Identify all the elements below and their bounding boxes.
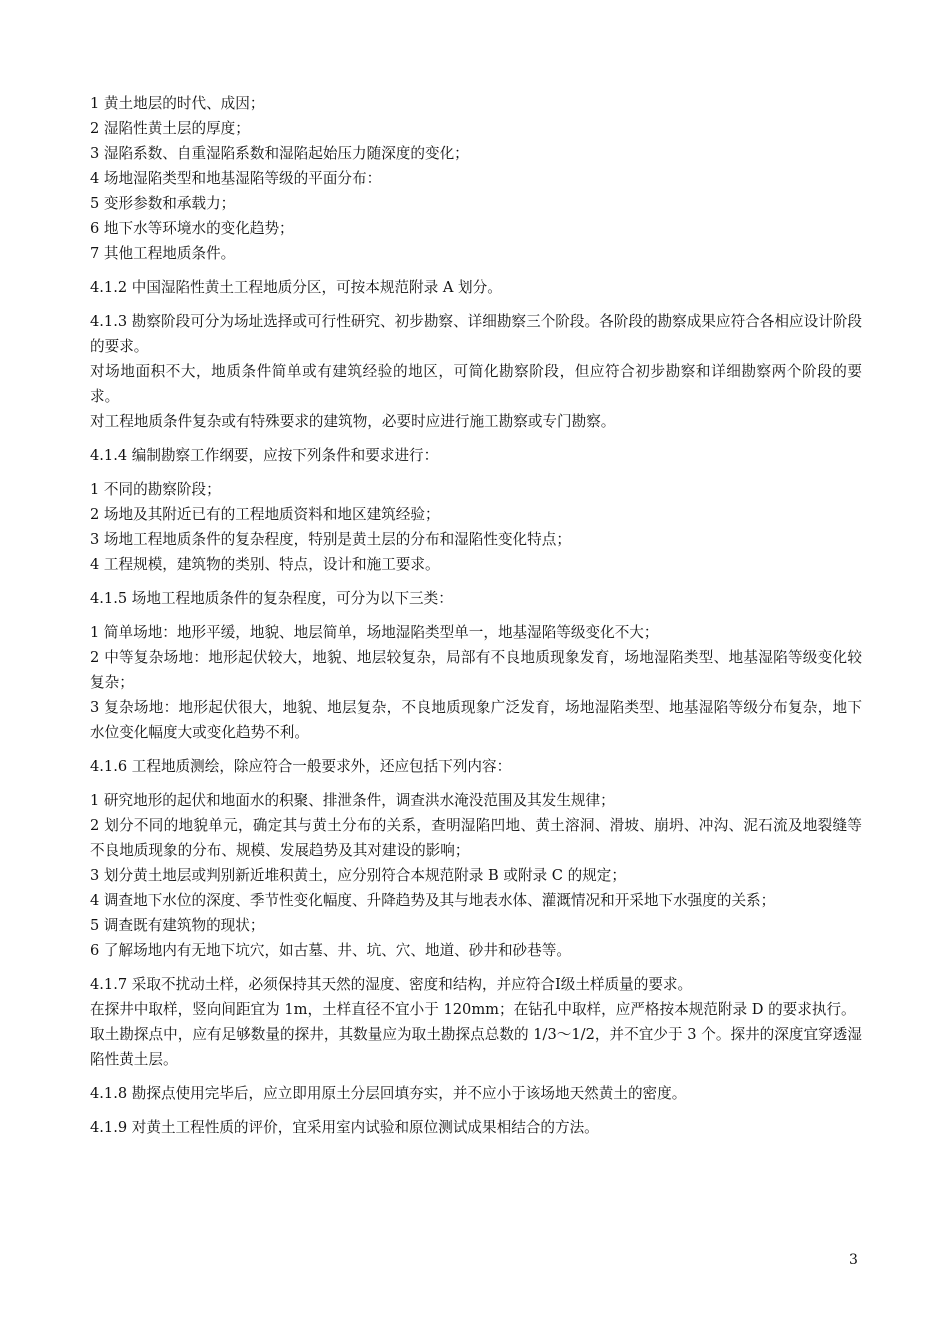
clause-4-1-7 bbox=[90, 972, 862, 1072]
clause-4-1-8: 4.1.8 勘探点使用完毕后，应立即用原土分层回填夯实，并不应小于该场地天然黄土的密度。 bbox=[90, 1085, 687, 1102]
clause-paragraph: 对场地面积不大，地质条件简单或有建筑经验的地区，可简化勘察阶段，但应符合初步勘察和详细勘察两个阶段的要求。 bbox=[90, 363, 862, 405]
clause-4-1-5-list bbox=[90, 620, 862, 745]
clause-heading: 4.1.3 勘察阶段可分为场址选择或可行性研究、初步勘察、详细勘察三个阶段。各阶段的勘察成果应符合各相应设计阶段的要求。 bbox=[90, 313, 862, 355]
list-item: 2 湿陷性黄土层的厚度； bbox=[90, 120, 250, 137]
list-item: 1 研究地形的起伏和地面水的积聚、排泄条件，调查洪水淹没范围及其发生规律； bbox=[90, 792, 615, 809]
list-block-1 bbox=[90, 91, 862, 266]
clause-4-1-2: 4.1.2 中国湿陷性黄土工程地质分区，可按本规范附录 A 划分。 bbox=[90, 279, 502, 296]
list-item: 3 复杂场地：地形起伏很大，地貌、地层复杂，不良地质现象广泛发育，场地湿陷类型、地基湿陷等级分布复杂，地下水位变化幅度大或变化趋势不利。 bbox=[90, 699, 862, 741]
clause-4-1-5-heading: 4.1.5 场地工程地质条件的复杂程度，可分为以下三类： bbox=[90, 590, 453, 607]
clause-4-1-6-list bbox=[90, 788, 862, 963]
page-body bbox=[90, 91, 862, 1140]
list-item: 2 划分不同的地貌单元，确定其与黄土分布的关系，查明湿陷凹地、黄土溶洞、滑坡、崩坍、冲沟、泥石流及地裂缝等不良地质现象的分布、规模、发展趋势及其对建设的影响； bbox=[90, 817, 862, 859]
list-item: 5 变形参数和承载力； bbox=[90, 195, 236, 212]
clause-4-1-6-heading: 4.1.6 工程地质测绘，除应符合一般要求外，还应包括下列内容： bbox=[90, 758, 512, 775]
list-item: 6 了解场地内有无地下坑穴，如古墓、井、坑、穴、地道、砂井和砂巷等。 bbox=[90, 942, 571, 959]
list-item: 4 调查地下水位的深度、季节性变化幅度、升降趋势及其与地表水体、灌溉情况和开采地下水强度的关系； bbox=[90, 892, 776, 909]
list-item: 2 场地及其附近已有的工程地质资料和地区建筑经验； bbox=[90, 506, 440, 523]
list-item: 3 划分黄土地层或判别新近堆积黄土，应分别符合本规范附录 B 或附录 C 的规定； bbox=[90, 867, 626, 884]
clause-4-1-4-list bbox=[90, 477, 862, 577]
clause-4-1-9: 4.1.9 对黄土工程性质的评价，宜采用室内试验和原位测试成果相结合的方法。 bbox=[90, 1119, 599, 1136]
clause-paragraph: 取土勘探点中，应有足够数量的探井，其数量应为取土勘探点总数的 1/3～1/2，并不宜少于 3 个。探井的深度宜穿透湿陷性黄土层。 bbox=[90, 1026, 862, 1068]
list-item: 4 场地湿陷类型和地基湿陷等级的平面分布： bbox=[90, 170, 382, 187]
list-item: 4 工程规模，建筑物的类别、特点，设计和施工要求。 bbox=[90, 556, 440, 573]
list-item: 1 不同的勘察阶段； bbox=[90, 481, 221, 498]
list-item: 5 调查既有建筑物的现状； bbox=[90, 917, 265, 934]
list-item: 3 场地工程地质条件的复杂程度，特别是黄土层的分布和湿陷性变化特点； bbox=[90, 531, 571, 548]
list-item: 3 湿陷系数、自重湿陷系数和湿陷起始压力随深度的变化； bbox=[90, 145, 469, 162]
list-item: 1 黄土地层的时代、成因； bbox=[90, 95, 265, 112]
clause-4-1-3 bbox=[90, 309, 862, 434]
list-item: 1 简单场地：地形平缓，地貌、地层简单，场地湿陷类型单一，地基湿陷等级变化不大； bbox=[90, 624, 659, 641]
page-number: 3 bbox=[849, 1252, 858, 1268]
list-item: 7 其他工程地质条件。 bbox=[90, 245, 236, 262]
clause-heading: 4.1.7 采取不扰动土样，必须保持其天然的湿度、密度和结构，并应符合Ⅰ级土样质量的要求。 bbox=[90, 976, 693, 993]
clause-paragraph: 在探井中取样，竖向间距宜为 1m，土样直径不宜小于 120mm；在钻孔中取样，应严格按本规范附录 D 的要求执行。 bbox=[90, 1001, 856, 1018]
list-item: 2 中等复杂场地：地形起伏较大，地貌、地层较复杂，局部有不良地质现象发育，场地湿陷类型、地基湿陷等级变化较复杂； bbox=[90, 649, 862, 691]
list-item: 6 地下水等环境水的变化趋势； bbox=[90, 220, 294, 237]
clause-paragraph: 对工程地质条件复杂或有特殊要求的建筑物，必要时应进行施工勘察或专门勘察。 bbox=[90, 413, 616, 430]
clause-4-1-4-heading: 4.1.4 编制勘察工作纲要，应按下列条件和要求进行： bbox=[90, 447, 439, 464]
